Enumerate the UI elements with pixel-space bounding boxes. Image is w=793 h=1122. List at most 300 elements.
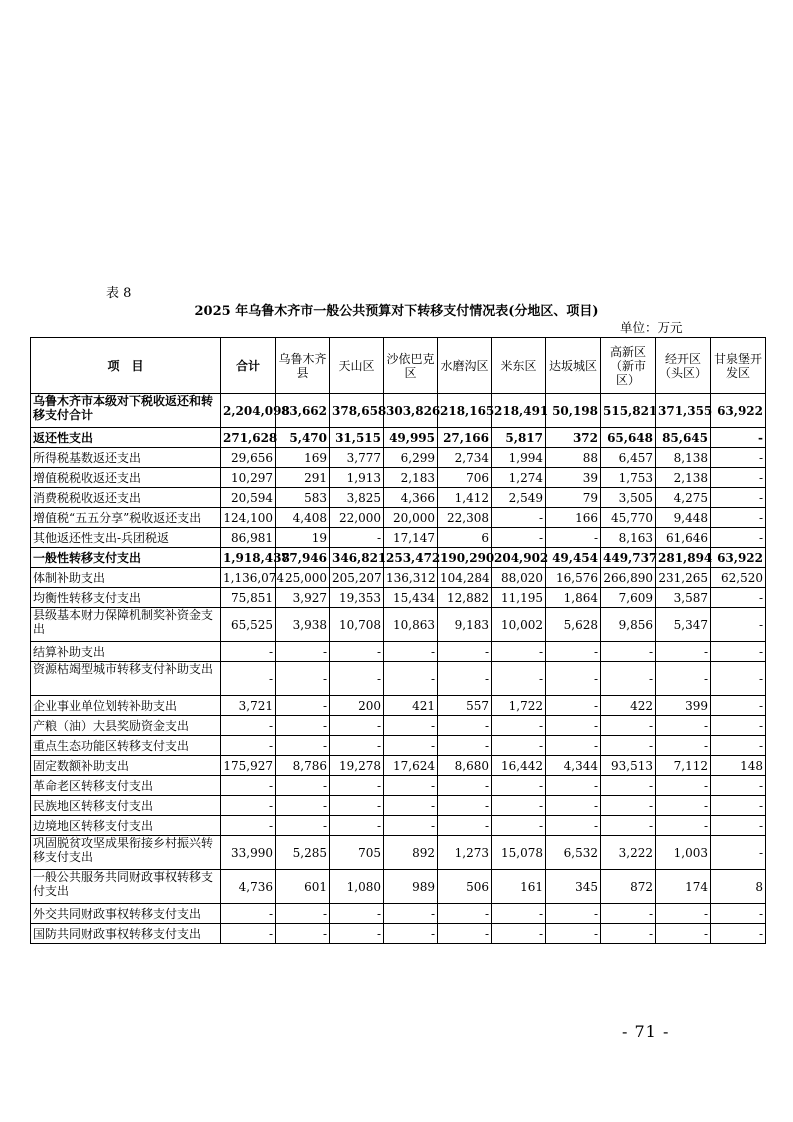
row-value-cell: - [221, 716, 276, 736]
row-value-cell: - [656, 776, 711, 796]
row-value-cell: 33,990 [221, 836, 276, 870]
header-ganquanpu: 甘泉堡开发区 [711, 338, 766, 394]
row-item-name: 巩固脱贫攻坚成果衔接乡村振兴转移支付支出 [31, 836, 221, 870]
row-value-cell: - [276, 662, 330, 696]
row-value-cell: 989 [384, 870, 438, 904]
row-value-cell: 104,284 [438, 568, 492, 588]
row-value-cell: - [330, 716, 384, 736]
row-value-cell: 77,946 [276, 548, 330, 568]
row-value-cell: 136,312 [384, 568, 438, 588]
row-value-cell: - [711, 448, 766, 468]
table-row [31, 642, 766, 662]
row-value-cell: 6,532 [546, 836, 601, 870]
row-value-cell: 11,195 [492, 588, 546, 608]
row-value-cell: 10,002 [492, 608, 546, 642]
row-item-name: 增值税“五五分享”税收返还支出 [31, 508, 221, 528]
row-value-cell: - [330, 924, 384, 944]
table-row [31, 696, 766, 716]
row-value-cell: - [601, 776, 656, 796]
row-value-cell: 9,856 [601, 608, 656, 642]
row-value-cell: 1,136,074 [221, 568, 276, 588]
row-value-cell: - [384, 924, 438, 944]
row-value-cell: - [656, 662, 711, 696]
table-row [31, 508, 766, 528]
row-item-name: 一般公共服务共同财政事权转移支付支出 [31, 870, 221, 904]
row-value-cell: - [492, 716, 546, 736]
row-item-name: 资源枯竭型城市转移支付补助支出 [31, 662, 221, 696]
row-value-cell: 88 [546, 448, 601, 468]
row-value-cell: 85,645 [656, 428, 711, 448]
row-value-cell: - [330, 776, 384, 796]
row-value-cell: - [438, 736, 492, 756]
table-row [31, 816, 766, 836]
table-row [31, 904, 766, 924]
row-value-cell: - [330, 528, 384, 548]
row-value-cell: 1,003 [656, 836, 711, 870]
row-value-cell: 15,434 [384, 588, 438, 608]
row-value-cell: - [492, 816, 546, 836]
row-item-name: 结算补助支出 [31, 642, 221, 662]
row-value-cell: 3,938 [276, 608, 330, 642]
row-value-cell: 583 [276, 488, 330, 508]
row-value-cell: 79 [546, 488, 601, 508]
row-value-cell: 5,347 [656, 608, 711, 642]
row-value-cell: 2,204,098 [221, 394, 276, 428]
row-value-cell: 175,927 [221, 756, 276, 776]
row-value-cell: 63,922 [711, 548, 766, 568]
row-value-cell: 1,918,438 [221, 548, 276, 568]
row-value-cell: 281,894 [656, 548, 711, 568]
row-value-cell: - [384, 642, 438, 662]
row-value-cell: 15,078 [492, 836, 546, 870]
header-row [31, 338, 766, 394]
row-value-cell: 83,662 [276, 394, 330, 428]
table-body [31, 394, 766, 944]
row-value-cell: 39 [546, 468, 601, 488]
row-value-cell: - [492, 776, 546, 796]
row-value-cell: - [330, 662, 384, 696]
table-row [31, 394, 766, 428]
row-value-cell: 3,721 [221, 696, 276, 716]
row-value-cell: - [601, 736, 656, 756]
row-value-cell: - [656, 924, 711, 944]
row-value-cell: 93,513 [601, 756, 656, 776]
row-value-cell: - [711, 642, 766, 662]
row-value-cell: 378,658 [330, 394, 384, 428]
row-value-cell: - [276, 696, 330, 716]
row-value-cell: - [601, 924, 656, 944]
row-value-cell: 204,902 [492, 548, 546, 568]
table-row [31, 662, 766, 696]
row-value-cell: 16,442 [492, 756, 546, 776]
row-value-cell: 1,412 [438, 488, 492, 508]
table-row [31, 448, 766, 468]
row-item-name: 企业事业单位划转补助支出 [31, 696, 221, 716]
row-value-cell: 9,448 [656, 508, 711, 528]
row-value-cell: 63,922 [711, 394, 766, 428]
row-value-cell: 3,222 [601, 836, 656, 870]
row-value-cell: - [546, 696, 601, 716]
row-value-cell: - [221, 776, 276, 796]
row-value-cell: - [546, 662, 601, 696]
row-value-cell: 166 [546, 508, 601, 528]
row-value-cell: - [438, 716, 492, 736]
row-value-cell: - [330, 642, 384, 662]
row-value-cell: 1,274 [492, 468, 546, 488]
table-row [31, 528, 766, 548]
row-value-cell: - [438, 776, 492, 796]
row-value-cell: 22,000 [330, 508, 384, 528]
row-value-cell: 65,525 [221, 608, 276, 642]
row-value-cell: - [656, 816, 711, 836]
table-row [31, 468, 766, 488]
row-value-cell: 449,737 [601, 548, 656, 568]
unit-label: 单位：万元 [620, 320, 683, 335]
row-value-cell: 3,825 [330, 488, 384, 508]
row-value-cell: 17,624 [384, 756, 438, 776]
row-value-cell: 892 [384, 836, 438, 870]
row-value-cell: - [276, 776, 330, 796]
row-value-cell: 29,656 [221, 448, 276, 468]
row-value-cell: 218,165 [438, 394, 492, 428]
row-value-cell: - [656, 642, 711, 662]
table-label: 表 8 [106, 286, 132, 301]
row-value-cell: 61,646 [656, 528, 711, 548]
table-row [31, 836, 766, 870]
row-value-cell: - [601, 816, 656, 836]
row-item-name: 固定数额补助支出 [31, 756, 221, 776]
row-value-cell: - [656, 904, 711, 924]
row-item-name: 县级基本财力保障机制奖补资金支出 [31, 608, 221, 642]
row-value-cell: - [601, 904, 656, 924]
row-value-cell: - [656, 736, 711, 756]
row-value-cell: 49,995 [384, 428, 438, 448]
row-value-cell: - [384, 904, 438, 924]
header-midong: 米东区 [492, 338, 546, 394]
header-urumqi-county: 乌鲁木齐县 [276, 338, 330, 394]
row-value-cell: - [601, 642, 656, 662]
row-value-cell: 16,576 [546, 568, 601, 588]
row-value-cell: - [384, 736, 438, 756]
table-row [31, 488, 766, 508]
row-value-cell: 303,826 [384, 394, 438, 428]
row-value-cell: 5,285 [276, 836, 330, 870]
row-value-cell: 1,994 [492, 448, 546, 468]
row-value-cell: - [438, 904, 492, 924]
row-value-cell: 3,587 [656, 588, 711, 608]
row-value-cell: - [330, 736, 384, 756]
table-row [31, 588, 766, 608]
row-value-cell: 371,355 [656, 394, 711, 428]
row-value-cell: - [438, 796, 492, 816]
row-value-cell: 4,736 [221, 870, 276, 904]
table-row [31, 776, 766, 796]
row-value-cell: - [330, 816, 384, 836]
row-value-cell: 345 [546, 870, 601, 904]
row-value-cell: 19,278 [330, 756, 384, 776]
row-value-cell: 5,817 [492, 428, 546, 448]
row-value-cell: - [711, 716, 766, 736]
table-row [31, 568, 766, 588]
row-value-cell: 557 [438, 696, 492, 716]
row-item-name: 乌鲁木齐市本级对下税收返还和转移支付合计 [31, 394, 221, 428]
row-value-cell: 22,308 [438, 508, 492, 528]
row-value-cell: - [656, 716, 711, 736]
row-value-cell: 4,366 [384, 488, 438, 508]
row-value-cell: 10,297 [221, 468, 276, 488]
row-value-cell: - [276, 736, 330, 756]
row-value-cell: - [221, 904, 276, 924]
row-value-cell: 2,183 [384, 468, 438, 488]
row-value-cell: - [711, 508, 766, 528]
row-value-cell: - [711, 488, 766, 508]
row-item-name: 增值税税收返还支出 [31, 468, 221, 488]
row-value-cell: 12,882 [438, 588, 492, 608]
row-value-cell: 8,163 [601, 528, 656, 548]
row-value-cell: 253,472 [384, 548, 438, 568]
header-saybagh: 沙依巴克区 [384, 338, 438, 394]
row-item-name: 革命老区转移支付支出 [31, 776, 221, 796]
header-shuimogou: 水磨沟区 [438, 338, 492, 394]
row-item-name: 民族地区转移支付支出 [31, 796, 221, 816]
table-row [31, 548, 766, 568]
row-value-cell: 266,890 [601, 568, 656, 588]
row-value-cell: 86,981 [221, 528, 276, 548]
row-value-cell: - [384, 776, 438, 796]
row-value-cell: - [221, 662, 276, 696]
row-value-cell: 2,549 [492, 488, 546, 508]
row-value-cell: - [221, 924, 276, 944]
row-value-cell: 27,166 [438, 428, 492, 448]
header-dabancheng: 达坂城区 [546, 338, 601, 394]
row-value-cell: - [711, 588, 766, 608]
row-value-cell: 2,138 [656, 468, 711, 488]
header-tianshan: 天山区 [330, 338, 384, 394]
row-item-name: 外交共同财政事权转移支付支出 [31, 904, 221, 924]
header-total: 合计 [221, 338, 276, 394]
row-value-cell: 10,708 [330, 608, 384, 642]
row-item-name: 均衡性转移支付支出 [31, 588, 221, 608]
row-value-cell: - [546, 796, 601, 816]
row-value-cell: - [601, 796, 656, 816]
row-value-cell: 25,000 [276, 568, 330, 588]
header-high-tech: 高新区（新市区） [601, 338, 656, 394]
row-value-cell: 5,628 [546, 608, 601, 642]
row-value-cell: 45,770 [601, 508, 656, 528]
row-value-cell: 6 [438, 528, 492, 548]
row-value-cell: - [384, 716, 438, 736]
row-value-cell: - [711, 528, 766, 548]
row-value-cell: 3,927 [276, 588, 330, 608]
row-value-cell: 161 [492, 870, 546, 904]
row-value-cell: - [276, 816, 330, 836]
row-value-cell: - [546, 716, 601, 736]
row-value-cell: - [601, 662, 656, 696]
row-value-cell: 291 [276, 468, 330, 488]
row-value-cell: 50,198 [546, 394, 601, 428]
row-value-cell: - [221, 642, 276, 662]
row-value-cell: - [492, 904, 546, 924]
row-value-cell: 271,628 [221, 428, 276, 448]
row-value-cell: 7,112 [656, 756, 711, 776]
row-value-cell: - [221, 736, 276, 756]
row-value-cell: 372 [546, 428, 601, 448]
header-item: 项 目 [31, 338, 221, 394]
row-value-cell: - [711, 736, 766, 756]
row-value-cell: 88,020 [492, 568, 546, 588]
row-value-cell: 705 [330, 836, 384, 870]
row-value-cell: 3,505 [601, 488, 656, 508]
row-value-cell: - [711, 924, 766, 944]
row-value-cell: 218,491 [492, 394, 546, 428]
row-value-cell: - [546, 776, 601, 796]
row-value-cell: 4,344 [546, 756, 601, 776]
row-value-cell: - [438, 924, 492, 944]
row-item-name: 体制补助支出 [31, 568, 221, 588]
row-value-cell: 231,265 [656, 568, 711, 588]
row-value-cell: 399 [656, 696, 711, 716]
table-row [31, 924, 766, 944]
row-value-cell: - [711, 696, 766, 716]
row-value-cell: - [546, 736, 601, 756]
row-value-cell: 75,851 [221, 588, 276, 608]
row-item-name: 产粮（油）大县奖励资金支出 [31, 716, 221, 736]
row-item-name: 返还性支出 [31, 428, 221, 448]
row-value-cell: 62,520 [711, 568, 766, 588]
row-value-cell: 190,290 [438, 548, 492, 568]
row-value-cell: 346,821 [330, 548, 384, 568]
row-value-cell: - [546, 816, 601, 836]
row-value-cell: 421 [384, 696, 438, 716]
header-econ-dev: 经开区（头区） [656, 338, 711, 394]
row-value-cell: - [546, 528, 601, 548]
row-value-cell: 6,457 [601, 448, 656, 468]
row-value-cell: 8 [711, 870, 766, 904]
row-value-cell: - [330, 796, 384, 816]
row-value-cell: - [711, 904, 766, 924]
row-value-cell: 17,147 [384, 528, 438, 548]
row-value-cell: 3,777 [330, 448, 384, 468]
row-value-cell: 1,722 [492, 696, 546, 716]
row-value-cell: 2,734 [438, 448, 492, 468]
row-value-cell: 148 [711, 756, 766, 776]
row-value-cell: 169 [276, 448, 330, 468]
table-row [31, 428, 766, 448]
row-value-cell: 1,273 [438, 836, 492, 870]
row-item-name: 边境地区转移支付支出 [31, 816, 221, 836]
row-value-cell: - [384, 816, 438, 836]
row-value-cell: 124,100 [221, 508, 276, 528]
row-value-cell: 9,183 [438, 608, 492, 642]
row-value-cell: - [384, 662, 438, 696]
row-value-cell: - [546, 924, 601, 944]
row-value-cell: 65,648 [601, 428, 656, 448]
row-value-cell: - [276, 924, 330, 944]
row-value-cell: - [276, 904, 330, 924]
table-title: 2025 年乌鲁木齐市一般公共预算对下转移支付情况表(分地区、项目) [194, 304, 599, 319]
row-value-cell: - [492, 528, 546, 548]
row-value-cell: 205,207 [330, 568, 384, 588]
row-value-cell: - [492, 508, 546, 528]
row-value-cell: 601 [276, 870, 330, 904]
row-value-cell: - [656, 796, 711, 816]
row-value-cell: - [438, 662, 492, 696]
row-value-cell: 6,299 [384, 448, 438, 468]
row-value-cell: - [546, 642, 601, 662]
row-value-cell: 20,000 [384, 508, 438, 528]
row-value-cell: 1,753 [601, 468, 656, 488]
table-row [31, 736, 766, 756]
row-value-cell: - [221, 816, 276, 836]
row-value-cell: - [276, 642, 330, 662]
row-value-cell: 1,913 [330, 468, 384, 488]
row-item-name: 其他返还性支出-兵团税返 [31, 528, 221, 548]
row-value-cell: 174 [656, 870, 711, 904]
row-item-name: 国防共同财政事权转移支付支出 [31, 924, 221, 944]
row-item-name: 一般性转移支付支出 [31, 548, 221, 568]
row-value-cell: - [711, 776, 766, 796]
row-value-cell: 872 [601, 870, 656, 904]
row-value-cell: - [711, 662, 766, 696]
row-value-cell: - [492, 736, 546, 756]
row-value-cell: - [438, 642, 492, 662]
row-value-cell: - [492, 662, 546, 696]
row-value-cell: 5,470 [276, 428, 330, 448]
row-value-cell: 20,594 [221, 488, 276, 508]
table-row [31, 756, 766, 776]
row-value-cell: - [384, 796, 438, 816]
row-value-cell: 1,864 [546, 588, 601, 608]
row-value-cell: 19 [276, 528, 330, 548]
transfer-payment-table [30, 337, 766, 944]
row-value-cell: 506 [438, 870, 492, 904]
table-row [31, 796, 766, 816]
row-value-cell: 515,821 [601, 394, 656, 428]
row-value-cell: - [601, 716, 656, 736]
row-value-cell: - [711, 468, 766, 488]
row-item-name: 重点生态功能区转移支付支出 [31, 736, 221, 756]
row-value-cell: 19,353 [330, 588, 384, 608]
row-value-cell: - [492, 642, 546, 662]
row-value-cell: 7,609 [601, 588, 656, 608]
page-number: - 71 - [622, 1022, 670, 1041]
row-value-cell: - [711, 816, 766, 836]
row-item-name: 所得税基数返还支出 [31, 448, 221, 468]
row-value-cell: 4,408 [276, 508, 330, 528]
row-value-cell: 422 [601, 696, 656, 716]
row-value-cell: - [711, 428, 766, 448]
row-value-cell: - [492, 924, 546, 944]
row-value-cell: 49,454 [546, 548, 601, 568]
table-row [31, 870, 766, 904]
row-value-cell: 10,863 [384, 608, 438, 642]
row-value-cell: 200 [330, 696, 384, 716]
row-value-cell: - [492, 796, 546, 816]
row-value-cell: - [711, 836, 766, 870]
row-value-cell: - [438, 816, 492, 836]
row-value-cell: 1,080 [330, 870, 384, 904]
row-value-cell: - [330, 904, 384, 924]
row-value-cell: - [711, 608, 766, 642]
row-value-cell: 31,515 [330, 428, 384, 448]
table-row [31, 716, 766, 736]
row-value-cell: 8,680 [438, 756, 492, 776]
row-value-cell: 706 [438, 468, 492, 488]
row-value-cell: - [221, 796, 276, 816]
row-value-cell: - [276, 716, 330, 736]
row-value-cell: 8,786 [276, 756, 330, 776]
table-row [31, 608, 766, 642]
